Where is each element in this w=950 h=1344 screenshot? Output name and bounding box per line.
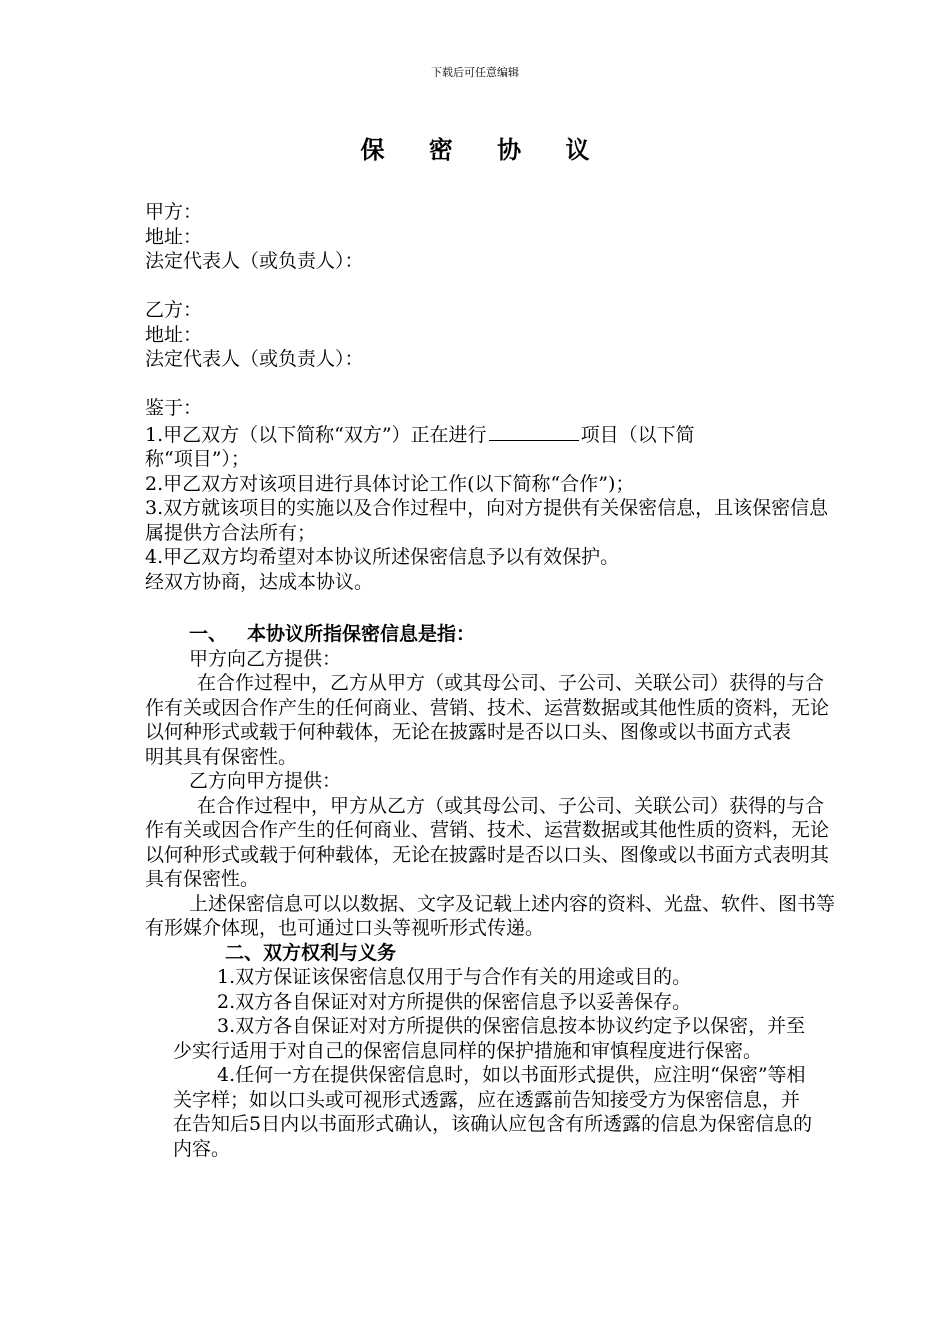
section-1-number: 一、 [189,623,228,645]
whereas-item-1 [145,421,835,448]
spacer [145,372,835,397]
document-body [145,200,835,1161]
section-2-item-4: 4.任何一方在提供保密信息时，如以书面形式提供，应注明“保密”等相关字样；如以口头或可视形式透露，应在透露前告知接受方为保密信息，并在告知后5日内以书面形式确认，该确认应包含有所透露的信息为保密信息的内容。 [173,1064,813,1160]
whereas-label: 鉴于： [145,397,203,419]
section-1-title: 本协议所指保密信息是指： [247,623,476,645]
section-2-item-1: 1.双方保证该保密信息仅用于与合作有关的用途或目的。 [217,966,692,988]
section-1-a-to-b-label: 甲方向乙方提供： [189,647,342,670]
section-2-item-3: 3.双方各自保证对对方所提供的保密信息按本协议约定予以保密，并至少实行适用于对自己的保密信息同样的保护措施和审慎程度进行保密。 [173,1015,806,1062]
party-a-label: 甲方： [145,201,203,223]
project-name-blank [489,421,579,441]
section-1-heading [189,622,835,647]
whereas-item-1-post: 项目（以下简 [580,423,695,446]
section-1-a-to-b-text-end: 明其具有保密性。 [145,745,298,768]
whereas-item-2: 2.甲乙双方对该项目进行具体讨论工作(以下简称“合作”)； [145,472,635,495]
spacer [145,594,835,622]
whereas-conclusion: 经双方协商，达成本协议。 [145,570,374,593]
whereas-item-4: 4.甲乙双方均希望对本协议所述保密信息予以有效保护。 [145,546,620,568]
page-title: 保 密 协 议 [360,135,608,164]
section-1-a-to-b-text: 在合作过程中，乙方从甲方（或其母公司、子公司、关联公司）获得的与合作有关或因合作产生的任何商业、营销、技术、运营数据或其他性质的资料，无论以何种形式或载于何种载体，无论在披露时是否以口头、图像或以书面方式表 [145,672,830,743]
section-1-summary: 上述保密信息可以以数据、文字及记载上述内容的资料、光盘、软件、图书等有形媒介体现，也可通过口头等视听形式传递。 [145,892,836,939]
party-a-representative: 法定代表人（或负责人）： [145,250,364,272]
party-a-address: 地址： [145,225,203,248]
whereas-item-3: 3.双方就该项目的实施以及合作过程中，向对方提供有关保密信息，且该保密信息属提供方合法所有； [145,497,829,544]
party-b-address: 地址： [145,323,203,346]
section-1-b-to-a-label: 乙方向甲方提供： [189,770,342,792]
section-2-heading: 二、双方权利与义务 [225,941,397,964]
party-b-representative: 法定代表人（或负责人）： [145,348,364,370]
party-b-label: 乙方： [145,299,203,321]
section-2-item-2: 2.双方各自保证对对方所提供的保密信息予以妥善保存。 [217,990,692,1013]
whereas-item-1-pre: 1.甲乙双方（以下简称“双方”）正在进行 [145,423,487,446]
whereas-item-1-cont: 称“项目”）； [145,448,250,470]
spacer [145,274,835,299]
section-1-b-to-a-text: 在合作过程中，甲方从乙方（或其母公司、子公司、关联公司）获得的与合作有关或因合作产生的任何商业、营销、技术、运营数据或其他性质的资料，无论以何种形式或载于何种载体，无论在披露时是否以口头、图像或以书面方式表明其具有保密性。 [145,794,830,890]
header-note: 下载后可任意编辑 [431,66,519,79]
